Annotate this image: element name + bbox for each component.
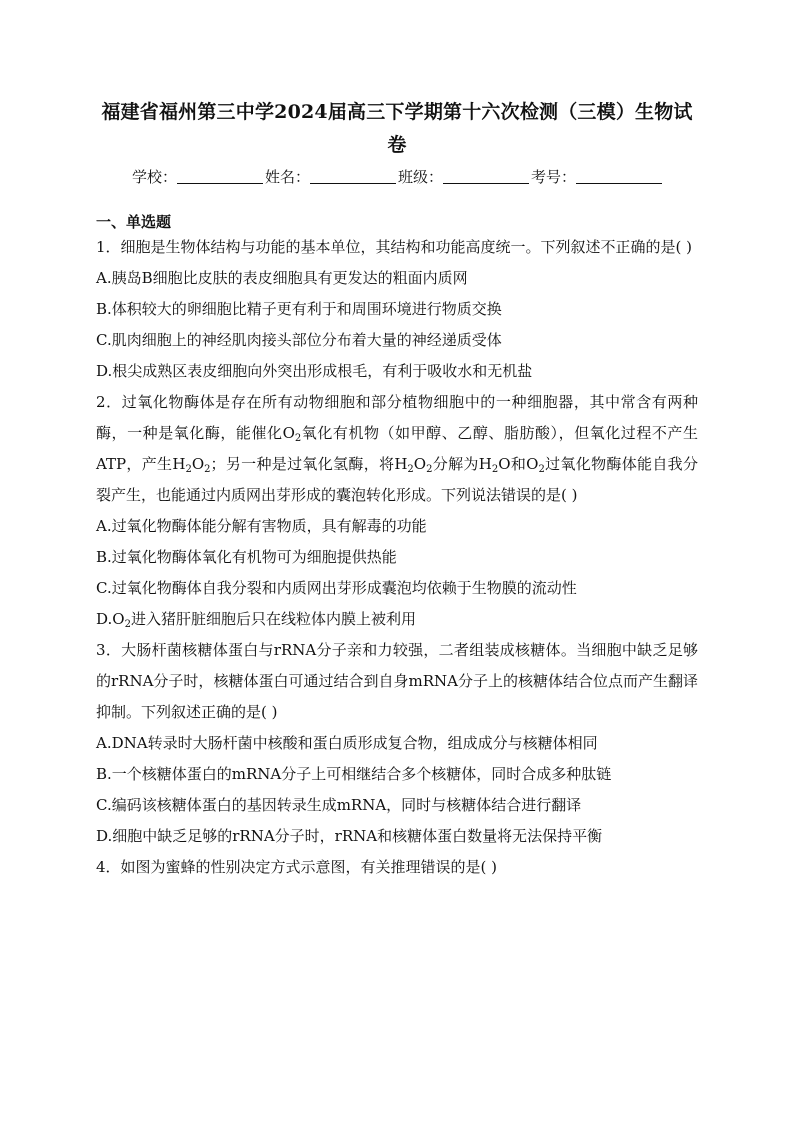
question-stem: 4．如图为蜜蜂的性别决定方式示意图，有关推理错误的是( ) [96,858,498,876]
school-blank [177,182,263,184]
question-stem: 1．细胞是生物体结构与功能的基本单位，其结构和功能高度统一。下列叙述不正确的是( ) [96,238,693,256]
question-option: B.体积较大的卵细胞比精子更有利于和周围环境进行物质交换 [96,300,502,318]
exam-number-label: 考号： [531,168,577,186]
document-title [96,96,698,162]
question-stem: 3．大肠杆菌核糖体蛋白与rRNA分子亲和力较强，二者组装成核糖体。当细胞中缺乏足够的rRNA分子时，核糖体蛋白可通过结合到自身mRNA分子上的核糖体结合位点而产生翻译抑制。下列叙述正确的是( ) [96,641,698,721]
exam-number-field [531,166,662,188]
question-option: A.DNA转录时大肠杆菌中核酸和蛋白质形成复合物，组成成分与核糖体相同 [96,734,598,752]
question-option: C.过氧化物酶体自我分裂和内质网出芽形成囊泡均依赖于生物膜的流动性 [96,579,577,597]
question-option: B.过氧化物酶体氧化有机物可为细胞提供热能 [96,548,397,566]
question-option: D.根尖成熟区表皮细胞向外突出形成根毛，有利于吸收水和无机盐 [96,362,533,380]
question-item [96,852,698,883]
question-option: $D.O_2$进入猪肝脏细胞后只在线粒体内膜上被利用 [96,610,416,630]
section-heading: 一、单选题 [96,213,172,231]
name-field [265,166,396,188]
question-option: A.胰岛B细胞比皮肤的表皮细胞具有更发达的粗面内质网 [96,269,468,287]
question-option: C.肌肉细胞上的神经肌肉接头部位分布着大量的神经递质受体 [96,331,502,349]
exam-number-blank [576,182,662,184]
question-item [96,387,698,635]
question-stem: 2．过氧化物酶体是存在所有动物细胞和部分植物细胞中的一种细胞器，其中常含有两种酶，一种是氧化酶，能催化$O_2$氧化有机物（如甲醇、乙醇、脂肪酸），但氧化过程不产生ATP，产生$H_2O_2$；另一种是过氧化氢酶，将$H_2O_2$分解为$H_2O$和$O_2$过氧化物酶体能自我分裂产生，也能通过内质网出芽形成的囊泡转化形成。下列说法错误的是( ) [96,393,698,504]
title-line-1: 福建省福州第三中学2024届高三下学期第十六次检测（三模）生物试 [101,101,693,123]
question-option: C.编码该核糖体蛋白的基因转录生成mRNA，同时与核糖体结合进行翻译 [96,796,582,814]
question-option: A.过氧化物酶体能分解有害物质，具有解毒的功能 [96,517,427,535]
class-blank [443,182,529,184]
name-label: 姓名： [264,168,310,186]
name-blank [310,182,396,184]
class-label: 班级： [398,168,444,186]
title-line-2: 卷 [387,134,407,156]
question-item [96,232,698,387]
question-option: B.一个核糖体蛋白的mRNA分子上可相继结合多个核糖体，同时合成多种肽链 [96,765,612,783]
school-label: 学校： [131,168,177,186]
question-item [96,635,698,852]
student-info-line [96,166,698,188]
question-option: D.细胞中缺乏足够的rRNA分子时，rRNA和核糖体蛋白数量将无法保持平衡 [96,827,603,845]
class-field [398,166,529,188]
school-field [132,166,263,188]
question-list [96,232,698,883]
